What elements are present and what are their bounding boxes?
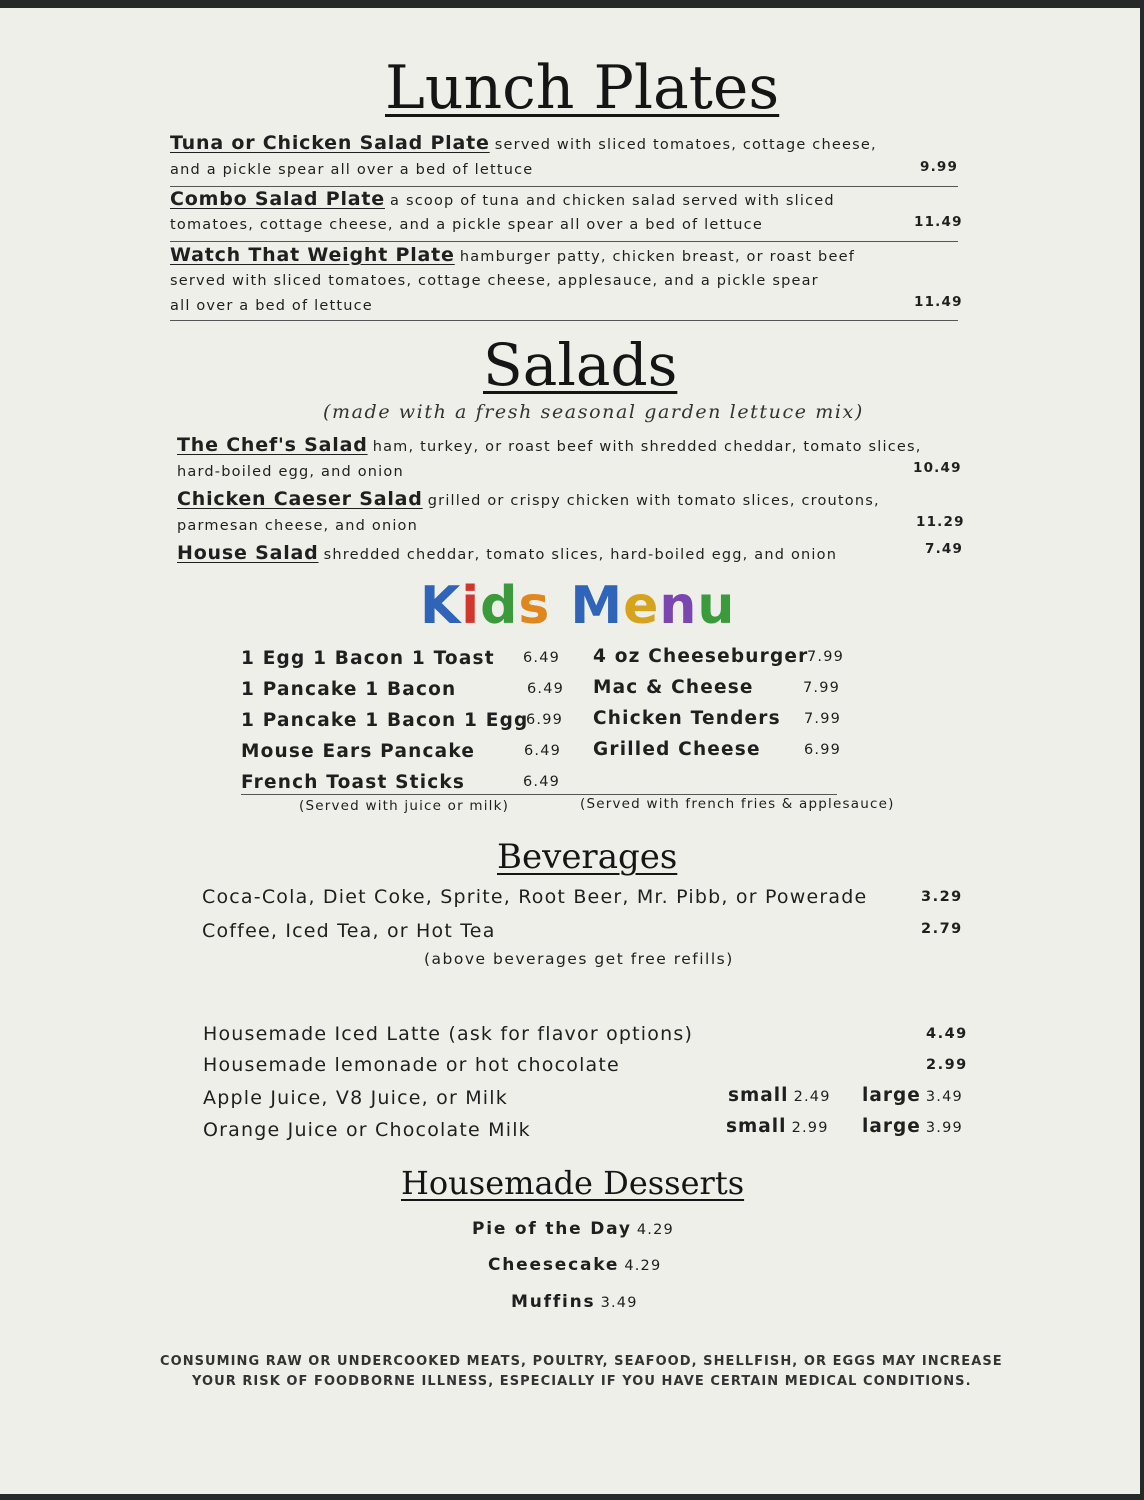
lunch-divider-1 <box>170 186 958 187</box>
large-price: 3.49 <box>925 1089 963 1105</box>
lunch-item-1 <box>170 132 877 154</box>
salad-item-3 <box>177 542 837 564</box>
kids-left-item-4-price: 6.49 <box>524 743 562 759</box>
sized-beverage-2-large <box>862 1116 963 1137</box>
salad-item-2-name: Chicken Caeser Salad <box>177 488 423 510</box>
kids-left-item-2: 1 Pancake 1 Bacon <box>241 679 457 700</box>
dessert-item-3 <box>511 1292 638 1312</box>
kids-right-item-3-price: 7.99 <box>804 711 842 727</box>
salad-item-1-desc2: hard-boiled egg, and onion <box>177 464 404 480</box>
kids-left-item-5-price: 6.49 <box>523 774 561 790</box>
kids-letter-u: u <box>697 576 736 636</box>
dessert-item-2 <box>488 1255 661 1275</box>
kids-letter-s: s <box>518 576 551 636</box>
house-beverage-2: Housemade lemonade or hot chocolate <box>203 1054 620 1076</box>
salad-item-2-desc2: parmesan cheese, and onion <box>177 518 419 534</box>
kids-left-item-3-price: 6.99 <box>526 712 564 728</box>
lunch-item-3 <box>170 244 855 266</box>
beverage-item-1-price: 3.29 <box>921 889 963 905</box>
dessert-item-3-name: Muffins <box>511 1292 596 1312</box>
large-label: large <box>862 1085 921 1106</box>
small-price: 2.49 <box>793 1089 831 1105</box>
lunch-item-2-name: Combo Salad Plate <box>170 188 385 210</box>
small-label: small <box>726 1116 787 1137</box>
kids-right-item-1: 4 oz Cheeseburger <box>593 646 809 667</box>
kids-letter-m: M <box>570 576 624 636</box>
dessert-item-3-price: 3.49 <box>600 1295 638 1311</box>
kids-left-item-4: Mouse Ears Pancake <box>241 741 476 762</box>
house-beverage-2-price: 2.99 <box>926 1057 968 1073</box>
lunch-item-3-desc2: served with sliced tomatoes, cottage cheese, applesauce, and a pickle spear <box>170 273 819 289</box>
dessert-item-1-price: 4.29 <box>636 1222 674 1238</box>
kids-left-item-1-price: 6.49 <box>523 650 561 666</box>
salad-item-1-name: The Chef's Salad <box>177 434 368 456</box>
lunch-item-3-price: 11.49 <box>914 294 963 310</box>
dessert-item-2-name: Cheesecake <box>488 1255 620 1275</box>
kids-left-item-3: 1 Pancake 1 Bacon 1 Egg <box>241 710 529 731</box>
kids-left-item-1: 1 Egg 1 Bacon 1 Toast <box>241 648 495 669</box>
kids-menu-heading <box>420 576 735 636</box>
salad-item-1-desc: ham, turkey, or roast beef with shredded cheddar, tomato slices, <box>372 439 922 455</box>
kids-left-note: (Served with juice or milk) <box>299 798 510 814</box>
lunch-item-2-price: 11.49 <box>914 214 963 230</box>
menu-page <box>0 8 1140 1494</box>
salads-heading: Salads <box>483 331 678 399</box>
beverage-item-2: Coffee, Iced Tea, or Hot Tea <box>202 920 496 942</box>
house-beverage-1-price: 4.49 <box>926 1026 968 1042</box>
lunch-divider-2 <box>170 241 958 242</box>
sized-beverage-1-large <box>862 1085 963 1106</box>
salad-item-2-desc: grilled or crispy chicken with tomato slices, croutons, <box>427 493 880 509</box>
lunch-item-2-desc2: tomatoes, cottage cheese, and a pickle spear all over a bed of lettuce <box>170 217 763 233</box>
kids-right-item-2: Mac & Cheese <box>593 677 754 698</box>
lunch-item-2 <box>170 188 835 210</box>
kids-right-item-4: Grilled Cheese <box>593 739 761 760</box>
kids-right-item-1-price: 7.99 <box>807 649 845 665</box>
salad-item-3-desc: shredded cheddar, tomato slices, hard-boiled egg, and onion <box>323 547 838 563</box>
large-price: 3.99 <box>925 1120 963 1136</box>
lunch-item-2-desc: a scoop of tuna and chicken salad served with sliced <box>390 193 835 209</box>
kids-letter-e: e <box>623 576 660 636</box>
small-price: 2.99 <box>791 1120 829 1136</box>
sized-beverage-1: Apple Juice, V8 Juice, or Milk <box>203 1087 508 1109</box>
salad-item-3-price: 7.49 <box>925 541 964 557</box>
lunch-item-1-price: 9.99 <box>920 159 959 175</box>
beverage-item-1: Coca-Cola, Diet Coke, Sprite, Root Beer, Mr. Pibb, or Powerade <box>202 886 868 908</box>
dessert-item-1-name: Pie of the Day <box>472 1219 632 1239</box>
small-label: small <box>728 1085 789 1106</box>
lunch-plates-heading: Lunch Plates <box>385 53 780 123</box>
kids-right-note: (Served with french fries & applesauce) <box>580 796 895 812</box>
salads-subtitle: (made with a fresh seasonal garden lettuce mix) <box>323 401 864 423</box>
kids-letter-i: i <box>461 576 481 636</box>
kids-right-item-4-price: 6.99 <box>804 742 842 758</box>
beverage-item-2-price: 2.79 <box>921 921 963 937</box>
salad-item-1-price: 10.49 <box>913 460 962 476</box>
desserts-heading: Housemade Desserts <box>401 1164 745 1202</box>
lunch-item-1-desc: served with sliced tomatoes, cottage cheese, <box>494 137 877 153</box>
salad-item-1 <box>177 434 922 456</box>
disclaimer-line-1: CONSUMING RAW OR UNDERCOOKED MEATS, POULTRY, SEAFOOD, SHELLFISH, OR EGGS MAY INCREASE <box>160 1354 1003 1369</box>
sized-beverage-2: Orange Juice or Chocolate Milk <box>203 1119 531 1141</box>
lunch-item-3-name: Watch That Weight Plate <box>170 244 455 266</box>
kids-left-item-5: French Toast Sticks <box>241 772 466 793</box>
sized-beverage-2-small <box>726 1116 829 1137</box>
kids-left-item-2-price: 6.49 <box>527 681 565 697</box>
sized-beverage-1-small <box>728 1085 831 1106</box>
house-beverage-1: Housemade Iced Latte (ask for flavor options) <box>203 1023 694 1045</box>
lunch-item-1-name: Tuna or Chicken Salad Plate <box>170 132 490 154</box>
kids-right-item-2-price: 7.99 <box>803 680 841 696</box>
disclaimer-line-2: YOUR RISK OF FOODBORNE ILLNESS, ESPECIALLY IF YOU HAVE CERTAIN MEDICAL CONDITIONS. <box>192 1374 972 1389</box>
kids-letter-d: d <box>480 576 519 636</box>
salad-item-2-price: 11.29 <box>916 514 965 530</box>
dessert-item-1 <box>472 1219 674 1239</box>
kids-divider <box>241 794 837 795</box>
beverages-heading: Beverages <box>497 837 678 877</box>
lunch-divider-3 <box>170 320 958 321</box>
salad-item-2 <box>177 488 880 510</box>
dessert-item-2-price: 4.29 <box>624 1258 662 1274</box>
kids-letter-k: K <box>420 576 462 636</box>
large-label: large <box>862 1116 921 1137</box>
lunch-item-3-desc3: all over a bed of lettuce <box>170 298 373 314</box>
refill-note: (above beverages get free refills) <box>424 950 734 968</box>
lunch-item-3-desc: hamburger patty, chicken breast, or roast beef <box>459 249 855 265</box>
kids-right-item-3: Chicken Tenders <box>593 708 781 729</box>
salad-item-3-name: House Salad <box>177 542 319 564</box>
lunch-item-1-desc2: and a pickle spear all over a bed of lettuce <box>170 162 534 178</box>
kids-letter-n: n <box>659 576 698 636</box>
